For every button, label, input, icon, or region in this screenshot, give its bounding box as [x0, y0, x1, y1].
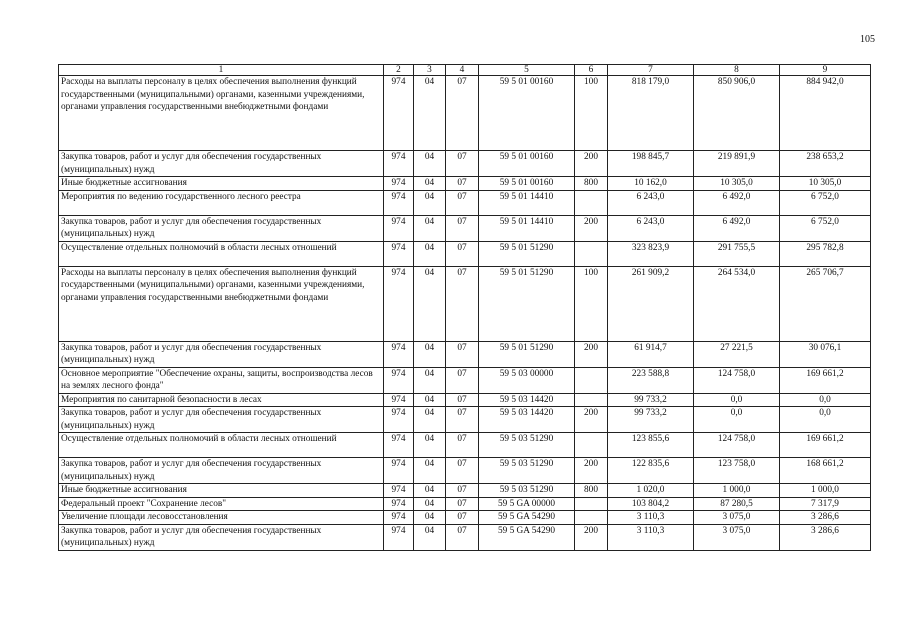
value-cell: 800: [575, 484, 608, 498]
table-row: [59, 190, 871, 215]
table-row: [59, 484, 871, 498]
value-cell: 10 162,0: [608, 177, 694, 191]
value-cell: 0,0: [694, 393, 780, 407]
value-cell: 1 000,0: [780, 484, 871, 498]
value-cell: 1 000,0: [694, 484, 780, 498]
value-cell: 850 906,0: [694, 76, 780, 151]
value-cell: 974: [384, 177, 414, 191]
value-cell: 07: [446, 151, 479, 177]
value-cell: 04: [414, 215, 446, 241]
value-cell: 6 492,0: [694, 190, 780, 215]
row-name-cell: Закупка товаров, работ и услуг для обеспечения государственных (муниципальных) нужд: [59, 341, 384, 367]
value-cell: 1 020,0: [608, 484, 694, 498]
value-cell: 04: [414, 241, 446, 266]
value-cell: 974: [384, 511, 414, 525]
value-cell: 27 221,5: [694, 341, 780, 367]
value-cell: 04: [414, 433, 446, 458]
value-cell: [575, 393, 608, 407]
table-row: [59, 433, 871, 458]
value-cell: 59 5 03 51290: [479, 484, 575, 498]
value-cell: 04: [414, 524, 446, 550]
value-cell: 99 733,2: [608, 393, 694, 407]
value-cell: 07: [446, 407, 479, 433]
value-cell: 974: [384, 241, 414, 266]
table-row: [59, 266, 871, 341]
budget-table: [58, 64, 871, 551]
table-row: [59, 524, 871, 550]
value-cell: 974: [384, 433, 414, 458]
table-row: [59, 367, 871, 393]
col-header: 7: [608, 65, 694, 76]
value-cell: 07: [446, 367, 479, 393]
value-cell: 265 706,7: [780, 266, 871, 341]
row-name-cell: Закупка товаров, работ и услуг для обеспечения государственных (муниципальных) нужд: [59, 151, 384, 177]
value-cell: 291 755,5: [694, 241, 780, 266]
value-cell: 04: [414, 190, 446, 215]
value-cell: 884 942,0: [780, 76, 871, 151]
value-cell: 3 075,0: [694, 511, 780, 525]
value-cell: 100: [575, 266, 608, 341]
value-cell: 0,0: [780, 393, 871, 407]
value-cell: 0,0: [780, 407, 871, 433]
value-cell: 61 914,7: [608, 341, 694, 367]
value-cell: 261 909,2: [608, 266, 694, 341]
row-name-cell: Увеличение площади лесовосстановления: [59, 511, 384, 525]
col-header: 5: [479, 65, 575, 76]
value-cell: 59 5 GA 00000: [479, 497, 575, 511]
value-cell: 3 286,6: [780, 524, 871, 550]
value-cell: 59 5 GA 54290: [479, 524, 575, 550]
value-cell: 3 075,0: [694, 524, 780, 550]
value-cell: 07: [446, 433, 479, 458]
value-cell: 30 076,1: [780, 341, 871, 367]
value-cell: 223 588,8: [608, 367, 694, 393]
value-cell: 0,0: [694, 407, 780, 433]
value-cell: 59 5 01 51290: [479, 341, 575, 367]
value-cell: 59 5 03 14420: [479, 407, 575, 433]
value-cell: 59 5 01 00160: [479, 177, 575, 191]
value-cell: 974: [384, 407, 414, 433]
value-cell: 99 733,2: [608, 407, 694, 433]
value-cell: 198 845,7: [608, 151, 694, 177]
value-cell: 07: [446, 76, 479, 151]
value-cell: 04: [414, 266, 446, 341]
value-cell: 07: [446, 458, 479, 484]
value-cell: 04: [414, 177, 446, 191]
value-cell: 07: [446, 241, 479, 266]
row-name-cell: Закупка товаров, работ и услуг для обеспечения государственных (муниципальных) нужд: [59, 407, 384, 433]
value-cell: 07: [446, 511, 479, 525]
value-cell: 974: [384, 458, 414, 484]
col-header: 9: [780, 65, 871, 76]
value-cell: 04: [414, 458, 446, 484]
value-cell: 974: [384, 215, 414, 241]
value-cell: 200: [575, 151, 608, 177]
value-cell: 3 110,3: [608, 511, 694, 525]
row-name-cell: Закупка товаров, работ и услуг для обеспечения государственных (муниципальных) нужд: [59, 524, 384, 550]
value-cell: 59 5 01 14410: [479, 215, 575, 241]
value-cell: 124 758,0: [694, 433, 780, 458]
value-cell: 10 305,0: [694, 177, 780, 191]
value-cell: 200: [575, 341, 608, 367]
row-name-cell: Закупка товаров, работ и услуг для обеспечения государственных (муниципальных) нужд: [59, 215, 384, 241]
value-cell: 6 243,0: [608, 215, 694, 241]
value-cell: [575, 190, 608, 215]
value-cell: 04: [414, 407, 446, 433]
row-name-cell: Мероприятия по ведению государственного лесного реестра: [59, 190, 384, 215]
table-row: [59, 497, 871, 511]
value-cell: 974: [384, 484, 414, 498]
value-cell: 10 305,0: [780, 177, 871, 191]
value-cell: 6 243,0: [608, 190, 694, 215]
table-row: [59, 241, 871, 266]
table-row: [59, 511, 871, 525]
value-cell: 04: [414, 484, 446, 498]
value-cell: [575, 511, 608, 525]
value-cell: 238 653,2: [780, 151, 871, 177]
value-cell: 169 661,2: [780, 433, 871, 458]
page-number: 105: [860, 34, 875, 45]
table-row: [59, 76, 871, 151]
value-cell: 87 280,5: [694, 497, 780, 511]
value-cell: 6 752,0: [780, 215, 871, 241]
value-cell: 818 179,0: [608, 76, 694, 151]
value-cell: 04: [414, 497, 446, 511]
value-cell: 07: [446, 215, 479, 241]
value-cell: 07: [446, 393, 479, 407]
value-cell: 3 110,3: [608, 524, 694, 550]
col-header: 6: [575, 65, 608, 76]
col-header: 8: [694, 65, 780, 76]
value-cell: 59 5 03 14420: [479, 393, 575, 407]
col-header: 3: [414, 65, 446, 76]
value-cell: 59 5 GA 54290: [479, 511, 575, 525]
value-cell: 07: [446, 341, 479, 367]
value-cell: 323 823,9: [608, 241, 694, 266]
value-cell: 122 835,6: [608, 458, 694, 484]
value-cell: 974: [384, 151, 414, 177]
value-cell: 100: [575, 76, 608, 151]
value-cell: 200: [575, 524, 608, 550]
value-cell: [575, 433, 608, 458]
value-cell: 07: [446, 177, 479, 191]
value-cell: 123 855,6: [608, 433, 694, 458]
row-name-cell: Федеральный проект "Сохранение лесов": [59, 497, 384, 511]
table-row: [59, 393, 871, 407]
row-name-cell: Расходы на выплаты персоналу в целях обеспечения выполнения функций государственными (муниципальными) органами, казенными учреждениями, органами управления государственными внебюджетными фондами: [59, 266, 384, 341]
value-cell: 123 758,0: [694, 458, 780, 484]
value-cell: 974: [384, 393, 414, 407]
value-cell: 3 286,6: [780, 511, 871, 525]
value-cell: 974: [384, 266, 414, 341]
value-cell: 295 782,8: [780, 241, 871, 266]
value-cell: 04: [414, 151, 446, 177]
value-cell: 6 752,0: [780, 190, 871, 215]
value-cell: 59 5 01 51290: [479, 241, 575, 266]
value-cell: 59 5 01 00160: [479, 151, 575, 177]
row-name-cell: Основное мероприятие "Обеспечение охраны, защиты, воспроизводства лесов на землях лесного фонда": [59, 367, 384, 393]
value-cell: 974: [384, 367, 414, 393]
value-cell: 200: [575, 215, 608, 241]
value-cell: [575, 241, 608, 266]
col-header: 2: [384, 65, 414, 76]
table-row: [59, 341, 871, 367]
value-cell: 800: [575, 177, 608, 191]
row-name-cell: Осуществление отдельных полномочий в области лесных отношений: [59, 433, 384, 458]
row-name-cell: Иные бюджетные ассигнования: [59, 484, 384, 498]
value-cell: 6 492,0: [694, 215, 780, 241]
value-cell: 59 5 03 00000: [479, 367, 575, 393]
value-cell: 07: [446, 190, 479, 215]
row-name-cell: Закупка товаров, работ и услуг для обеспечения государственных (муниципальных) нужд: [59, 458, 384, 484]
table-row: [59, 215, 871, 241]
value-cell: 07: [446, 497, 479, 511]
value-cell: 59 5 01 14410: [479, 190, 575, 215]
table-row: [59, 177, 871, 191]
value-cell: 168 661,2: [780, 458, 871, 484]
value-cell: 07: [446, 484, 479, 498]
value-cell: 04: [414, 393, 446, 407]
value-cell: 264 534,0: [694, 266, 780, 341]
value-cell: 07: [446, 266, 479, 341]
value-cell: 04: [414, 367, 446, 393]
table-row: [59, 151, 871, 177]
value-cell: [575, 497, 608, 511]
value-cell: 59 5 01 00160: [479, 76, 575, 151]
value-cell: 974: [384, 76, 414, 151]
table-row: [59, 458, 871, 484]
table-row: [59, 407, 871, 433]
value-cell: 974: [384, 190, 414, 215]
value-cell: [575, 367, 608, 393]
header-row: [59, 65, 871, 76]
row-name-cell: Осуществление отдельных полномочий в области лесных отношений: [59, 241, 384, 266]
row-name-cell: Расходы на выплаты персоналу в целях обеспечения выполнения функций государственными (муниципальными) органами, казенными учреждениями, органами управления государственными внебюджетными фондами: [59, 76, 384, 151]
value-cell: 59 5 03 51290: [479, 433, 575, 458]
value-cell: 04: [414, 76, 446, 151]
row-name-cell: Иные бюджетные ассигнования: [59, 177, 384, 191]
value-cell: 219 891,9: [694, 151, 780, 177]
row-name-cell: Мероприятия по санитарной безопасности в лесах: [59, 393, 384, 407]
value-cell: 59 5 01 51290: [479, 266, 575, 341]
value-cell: 124 758,0: [694, 367, 780, 393]
value-cell: 04: [414, 511, 446, 525]
value-cell: 103 804,2: [608, 497, 694, 511]
col-header: 1: [59, 65, 384, 76]
value-cell: 04: [414, 341, 446, 367]
value-cell: 7 317,9: [780, 497, 871, 511]
value-cell: 59 5 03 51290: [479, 458, 575, 484]
value-cell: 200: [575, 458, 608, 484]
value-cell: 200: [575, 407, 608, 433]
value-cell: 169 661,2: [780, 367, 871, 393]
value-cell: 974: [384, 524, 414, 550]
value-cell: 974: [384, 341, 414, 367]
col-header: 4: [446, 65, 479, 76]
value-cell: 07: [446, 524, 479, 550]
value-cell: 974: [384, 497, 414, 511]
